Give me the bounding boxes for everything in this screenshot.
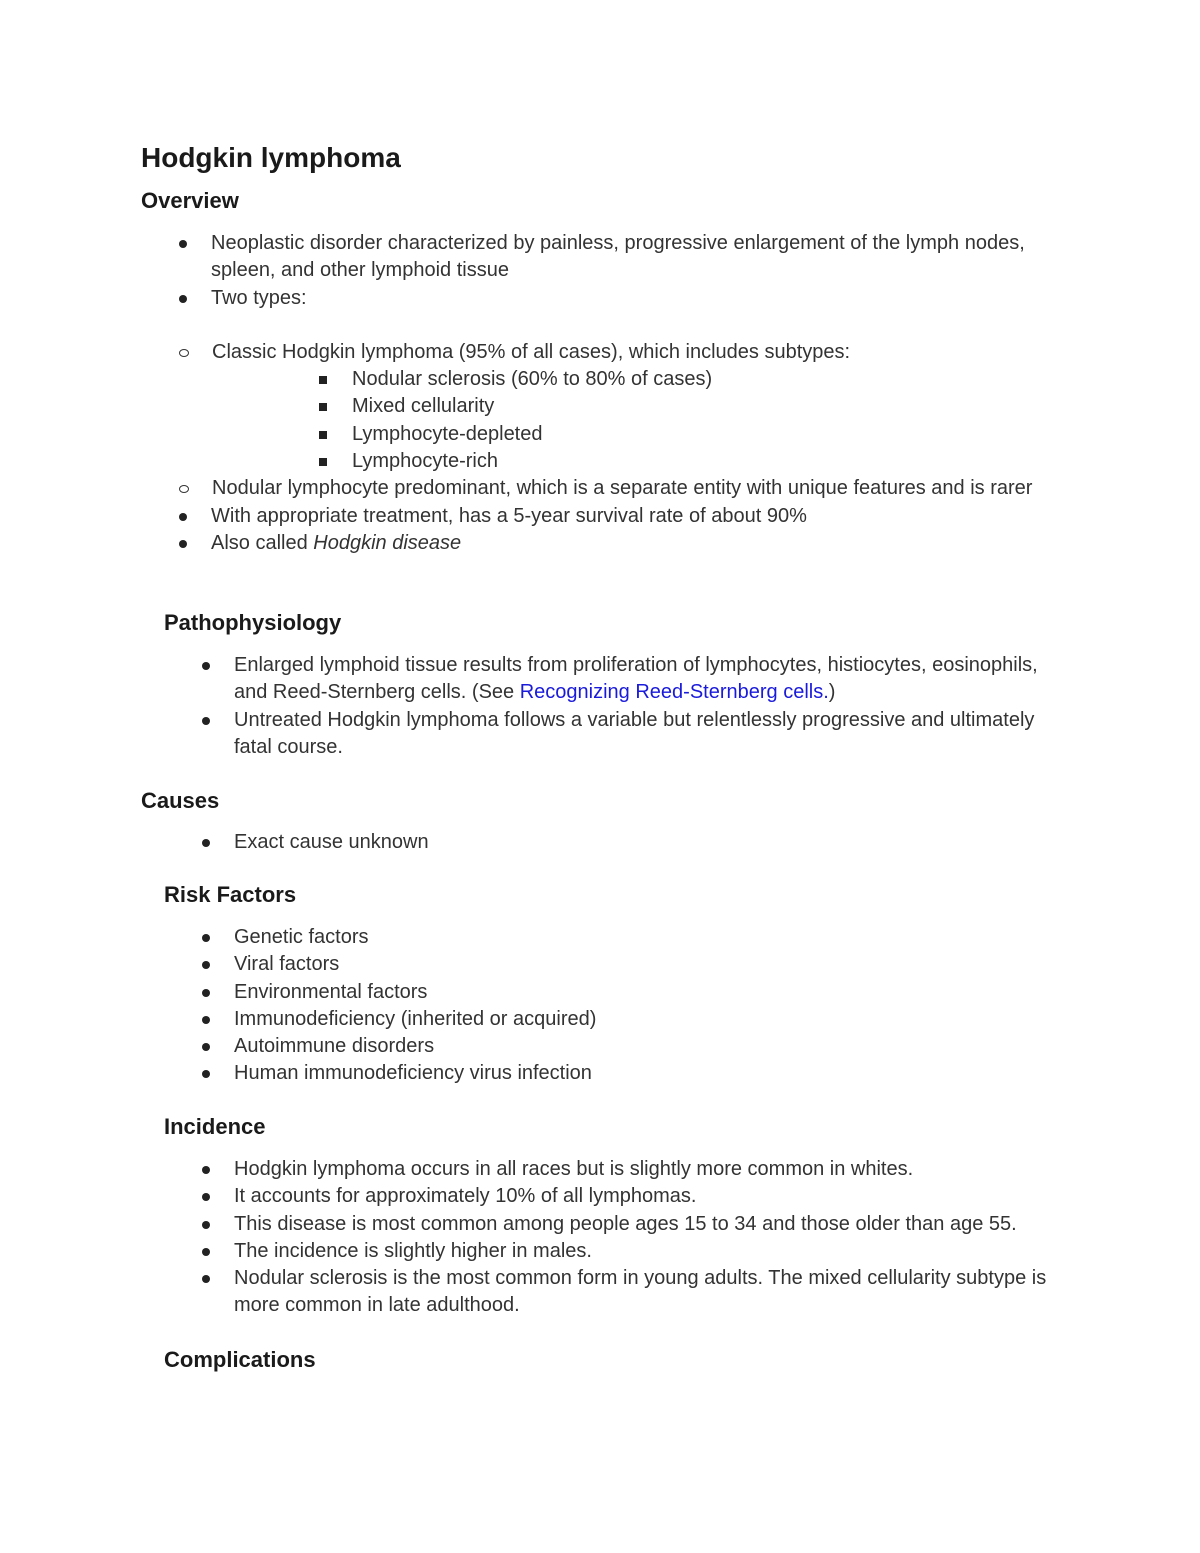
- list-item: Immunodeficiency (inherited or acquired): [164, 1006, 1071, 1033]
- bullet-icon: [202, 1070, 210, 1078]
- pathophysiology-heading: Pathophysiology: [164, 610, 342, 635]
- page-title: Hodgkin lymphoma: [141, 142, 401, 173]
- list-item: Viral factors: [164, 951, 1071, 978]
- bullet-icon: [202, 1016, 210, 1024]
- incidence-list: [164, 1156, 1071, 1320]
- list-item: Hodgkin lymphoma occurs in all races but is slightly more common in whites.: [164, 1156, 1071, 1183]
- list-item: Neoplastic disorder characterized by painless, progressive enlargement of the lymph nodes, spleen, and other lymphoid tissue: [141, 230, 1071, 285]
- bullet-icon: [202, 839, 210, 847]
- risk-factors-heading: Risk Factors: [164, 882, 297, 907]
- list-item: Lymphocyte-rich: [141, 448, 1071, 475]
- list-item: Environmental factors: [164, 979, 1071, 1006]
- causes-list: [164, 829, 1071, 856]
- bullet-icon: [202, 1193, 210, 1201]
- square-bullet-icon: [319, 403, 327, 411]
- square-bullet-icon: [319, 458, 327, 466]
- bullet-icon: [179, 540, 187, 548]
- list-item: Lymphocyte-depleted: [141, 421, 1071, 448]
- causes-heading: Causes: [141, 788, 220, 813]
- bullet-icon: [202, 1043, 210, 1051]
- overview-list: [141, 230, 1071, 557]
- incidence-heading: Incidence: [164, 1114, 266, 1139]
- bullet-icon: [202, 1248, 210, 1256]
- circle-bullet-icon: [179, 485, 189, 493]
- list-item: Human immunodeficiency virus infection: [164, 1060, 1071, 1087]
- list-item: Mixed cellularity: [141, 393, 1071, 420]
- list-item: Nodular lymphocyte predominant, which is a separate entity with unique features and is rarer: [71, 475, 1071, 502]
- list-item: With appropriate treatment, has a 5-year survival rate of about 90%: [141, 503, 1071, 530]
- square-bullet-icon: [319, 376, 327, 384]
- reed-sternberg-link[interactable]: Recognizing Reed-Sternberg cells.: [519, 681, 829, 704]
- bullet-icon: [202, 934, 210, 942]
- list-item: This disease is most common among people ages 15 to 34 and those older than age 55.: [164, 1211, 1071, 1238]
- list-item: Exact cause unknown: [164, 829, 1071, 856]
- list-item: Also called Hodgkin disease: [141, 530, 1071, 557]
- pathophysiology-list: [164, 652, 1071, 761]
- list-item: Classic Hodgkin lymphoma (95% of all cases), which includes subtypes:: [71, 339, 1071, 366]
- bullet-icon: [202, 717, 210, 725]
- bullet-icon: [179, 240, 187, 248]
- list-item: It accounts for approximately 10% of all lymphomas.: [164, 1183, 1071, 1210]
- square-bullet-icon: [319, 431, 327, 439]
- risk-factors-list: [164, 924, 1071, 1088]
- complications-heading: Complications: [164, 1347, 316, 1372]
- overview-heading: Overview: [141, 188, 239, 213]
- bullet-icon: [202, 662, 210, 670]
- list-item: Two types:: [141, 285, 1071, 339]
- list-item: Nodular sclerosis (60% to 80% of cases): [141, 366, 1071, 393]
- bullet-icon: [202, 1275, 210, 1283]
- bullet-icon: [202, 961, 210, 969]
- circle-bullet-icon: [179, 349, 189, 357]
- list-item: The incidence is slightly higher in males.: [164, 1238, 1071, 1265]
- list-item: Nodular sclerosis is the most common form in young adults. The mixed cellularity subtype is more common in late adulthood.: [164, 1265, 1071, 1320]
- bullet-icon: [179, 295, 187, 303]
- bullet-icon: [202, 1221, 210, 1229]
- bullet-icon: [202, 989, 210, 997]
- list-item: Enlarged lymphoid tissue results from proliferation of lymphocytes, histiocytes, eosinophils, and Reed-Sternberg cells. (See Recognizing Reed-Sternberg cells.): [164, 652, 1071, 707]
- list-item: Autoimmune disorders: [164, 1033, 1071, 1060]
- list-item: Genetic factors: [164, 924, 1071, 951]
- bullet-icon: [202, 1166, 210, 1174]
- list-item: Untreated Hodgkin lymphoma follows a variable but relentlessly progressive and ultimately fatal course.: [164, 707, 1071, 762]
- bullet-icon: [179, 513, 187, 521]
